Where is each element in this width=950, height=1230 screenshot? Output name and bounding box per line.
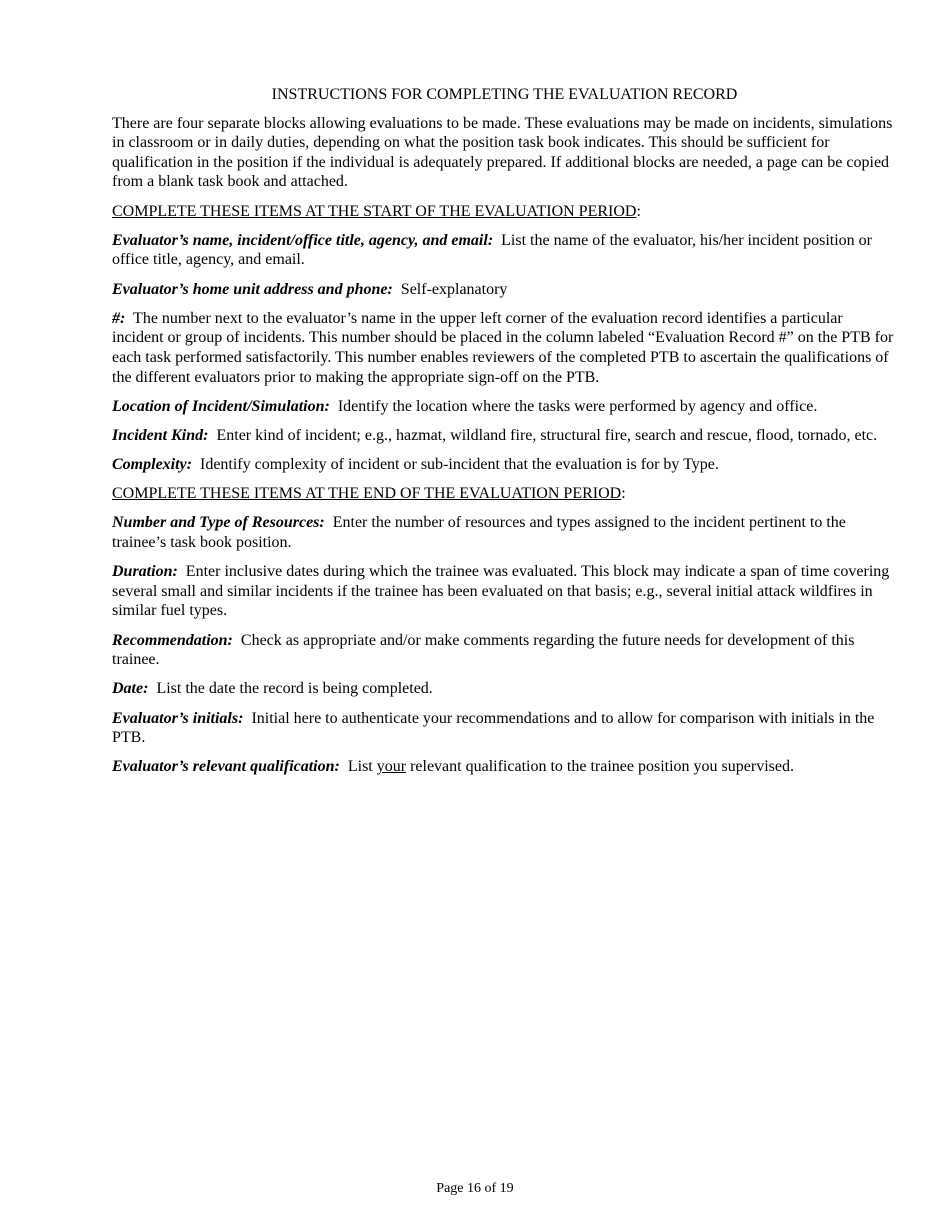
instruction-text: Enter kind of incident; e.g., hazmat, wildland fire, structural fire, search and rescue, flood, tornado, etc. bbox=[216, 426, 878, 444]
instruction-text: List the name of the evaluator, his/her incident position or office title, agency, and email. bbox=[112, 231, 872, 269]
instruction-incident-kind bbox=[112, 426, 897, 446]
instruction-date bbox=[112, 679, 897, 699]
document-title: INSTRUCTIONS FOR COMPLETING THE EVALUATION RECORD bbox=[271, 86, 738, 103]
instruction-evaluator-name bbox=[112, 231, 897, 270]
instruction-text: Identify the location where the tasks were performed by agency and office. bbox=[337, 397, 818, 415]
instruction-term: Number and Type of Resources: bbox=[112, 514, 325, 532]
instruction-recommendation bbox=[112, 631, 897, 670]
instruction-text: Enter inclusive dates during which the trainee was evaluated. This block may indicate a span of time covering several small and similar incidents if the trainee has been evaluated on that basis; e.g., several initial attack wildfires in similar fuel types. bbox=[112, 563, 890, 620]
instruction-home-unit bbox=[112, 280, 897, 300]
instruction-text-before: List bbox=[347, 758, 377, 776]
instruction-text: Identify complexity of incident or sub-incident that the evaluation is for by Type. bbox=[199, 456, 719, 474]
instruction-term: Recommendation: bbox=[112, 631, 233, 649]
intro-paragraph: There are four separate blocks allowing evaluations to be made. These evaluations may be made on incidents, simulations in classroom or in daily duties, depending on what the position task book indicates. This should be sufficient for qualification in the position if the individual is adequately prepared. If additional blocks are needed, a page can be copied from a blank task book and attached. bbox=[112, 114, 893, 191]
instruction-text: Check as appropriate and/or make comments regarding the future needs for development of this trainee. bbox=[112, 631, 855, 669]
instruction-term: Duration: bbox=[112, 563, 178, 581]
instruction-complexity bbox=[112, 455, 897, 475]
instruction-term: Evaluator’s home unit address and phone: bbox=[112, 280, 393, 298]
instruction-term: Incident Kind: bbox=[112, 426, 209, 444]
instruction-term: Date: bbox=[112, 680, 149, 698]
instruction-text-underlined: your bbox=[376, 758, 407, 776]
instruction-location bbox=[112, 397, 897, 417]
instruction-term: Complexity: bbox=[112, 456, 192, 474]
instruction-term: Evaluator’s relevant qualification: bbox=[112, 758, 340, 776]
instruction-qualification bbox=[112, 757, 897, 777]
instruction-initials bbox=[112, 709, 897, 748]
instruction-duration bbox=[112, 562, 897, 621]
section-heading-start-colon: : bbox=[636, 202, 641, 220]
instruction-record-number bbox=[112, 309, 897, 387]
instruction-text: Initial here to authenticate your recommendations and to allow for comparison with initials in the PTB. bbox=[112, 709, 875, 747]
instruction-term: #: bbox=[112, 309, 126, 327]
instruction-term: Location of Incident/Simulation: bbox=[112, 397, 330, 415]
section-heading-end bbox=[112, 484, 897, 504]
instruction-term: Evaluator’s initials: bbox=[112, 709, 244, 727]
instruction-text: Enter the number of resources and types assigned to the incident pertinent to the trainee’s task book position. bbox=[112, 514, 846, 552]
instruction-text: Self-explanatory bbox=[400, 280, 508, 298]
document-page bbox=[112, 85, 897, 787]
section-heading-end-colon: : bbox=[621, 485, 626, 503]
section-heading-start bbox=[112, 202, 897, 222]
section-heading-start-text: COMPLETE THESE ITEMS AT THE START OF THE EVALUATION PERIOD bbox=[112, 202, 637, 220]
section-heading-end-text: COMPLETE THESE ITEMS AT THE END OF THE EVALUATION PERIOD bbox=[112, 485, 622, 503]
page-number-footer: Page 16 of 19 bbox=[436, 1181, 514, 1196]
instruction-text: The number next to the evaluator’s name in the upper left corner of the evaluation record identifies a particular incident or group of incidents. This number should be placed in the column labeled “Evaluation Record #” on the PTB for each task performed satisfactorily. This number enables reviewers of the completed PTB to ascertain the qualifications of the different evaluators prior to making the appropriate sign-off on the PTB. bbox=[112, 309, 894, 386]
instruction-text: List the date the record is being completed. bbox=[156, 680, 433, 698]
instruction-text-after: relevant qualification to the trainee position you supervised. bbox=[406, 758, 794, 776]
instruction-term: Evaluator’s name, incident/office title, agency, and email: bbox=[112, 231, 494, 249]
instruction-resources bbox=[112, 513, 897, 552]
